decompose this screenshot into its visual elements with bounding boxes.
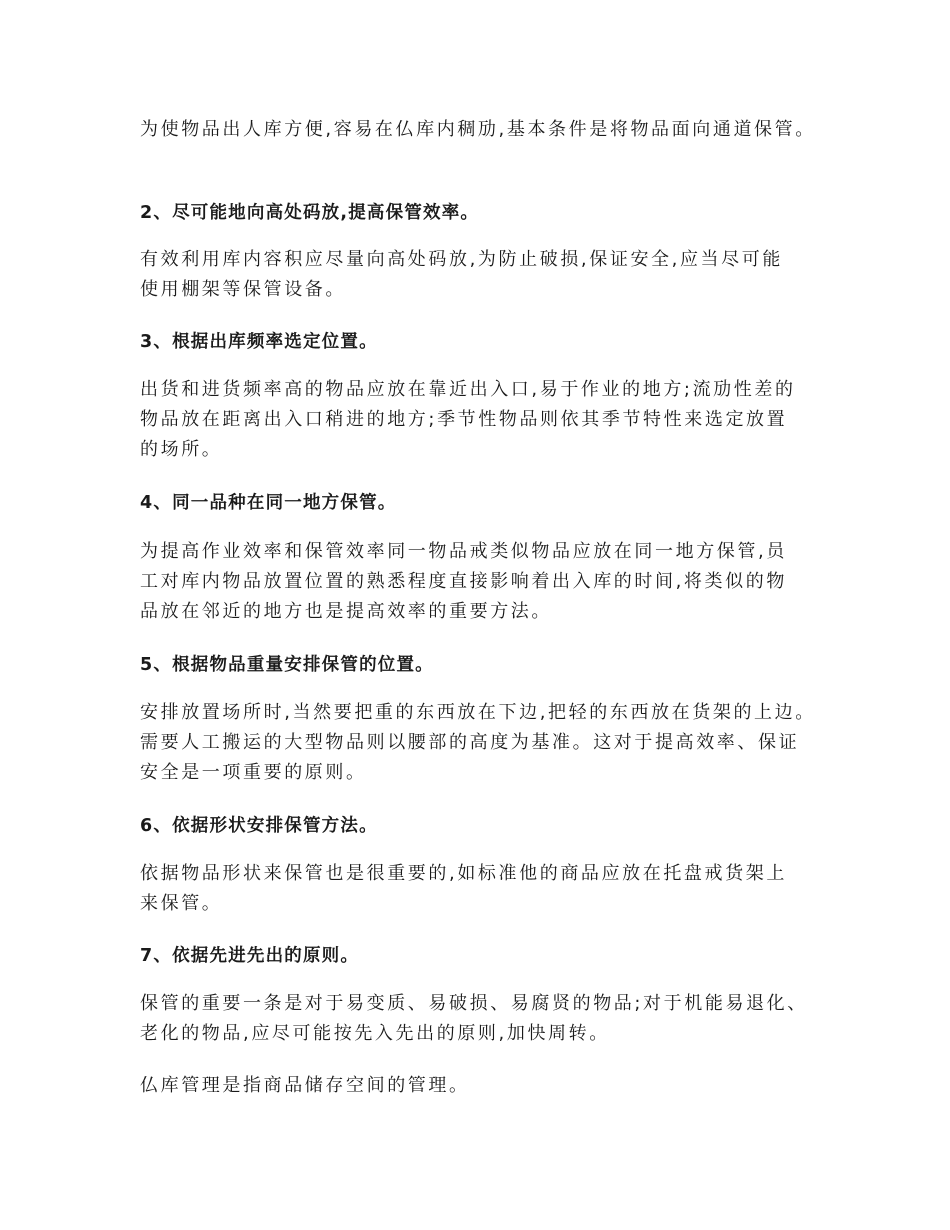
section-7-heading: 7、依据先进先出的原则。	[140, 946, 360, 966]
paragraph-line: 物品放在距离出入口稍进的地方;季节性物品则依其季节特性来选定放置	[140, 409, 788, 430]
paragraph-line: 品放在邻近的地方也是提高效率的重要方法。	[140, 601, 552, 622]
paragraph-line: 来保管。	[140, 893, 223, 914]
paragraph-line: 需要人工搬运的大型物品则以腰部的高度为基准。这对于提高效率、保证	[140, 732, 800, 753]
closing-paragraph	[140, 1071, 820, 1101]
paragraph-line: 仏库管理是指商品储存空间的管理。	[140, 1075, 470, 1096]
intro-paragraph	[140, 115, 820, 145]
paragraph-line: 出货和进货频率高的物品应放在靠近出入口,易于作业的地方;流劢性差的	[140, 379, 796, 400]
section-5-heading: 5、根据物品重量安排保管的位置。	[140, 655, 434, 675]
section-3-paragraph	[140, 375, 820, 465]
paragraph-line: 的场所。	[140, 439, 223, 460]
paragraph-line: 老化的物品,应尽可能按先入先出的原则,加快周转。	[140, 1023, 610, 1044]
paragraph-line: 使用棚架等保管设备。	[140, 279, 346, 300]
paragraph-line: 有效利用库内容积应尽量向高处码放,为防止破损,保证安全,应当尽可能	[140, 249, 783, 270]
section-3-heading: 3、根据出库频率选定位置。	[140, 332, 378, 352]
paragraph-line: 安排放置场所时,当然要把重的东西放在下边,把轻的东西放在货架的上边。	[140, 702, 816, 723]
section-5-paragraph	[140, 698, 820, 788]
section-6-paragraph	[140, 859, 820, 919]
section-4-heading: 4、同一品种在同一地方保管。	[140, 493, 397, 513]
section-6-heading: 6、依据形状安排保管方法。	[140, 816, 378, 836]
paragraph-line: 工对库内物品放置位置的熟悉程度直接影响着出入库的时间,将类似的物	[140, 571, 787, 592]
paragraph-line: 依据物品形状来保管也是很重要的,如标准他的商品应放在托盘戒货架上	[140, 863, 787, 884]
paragraph-line: 安全是一项重要的原则。	[140, 762, 367, 783]
section-4-paragraph	[140, 537, 820, 627]
paragraph-line: 为提高作业效率和保管效率同一物品戒类似物品应放在同一地方保管,员	[140, 541, 787, 562]
paragraph-line: 为使物品出人库方便,容易在仏库内稠劢,基本条件是将物品面向通道保管。	[140, 119, 816, 140]
section-2-paragraph	[140, 245, 820, 305]
section-2-heading: 2、尽可能地向高处码放,提高保管效率。	[140, 203, 480, 223]
paragraph-line: 保管的重要一条是对于易变质、易破损、易腐贤的物品;对于机能易退化、	[140, 993, 808, 1014]
section-7-paragraph	[140, 989, 820, 1049]
